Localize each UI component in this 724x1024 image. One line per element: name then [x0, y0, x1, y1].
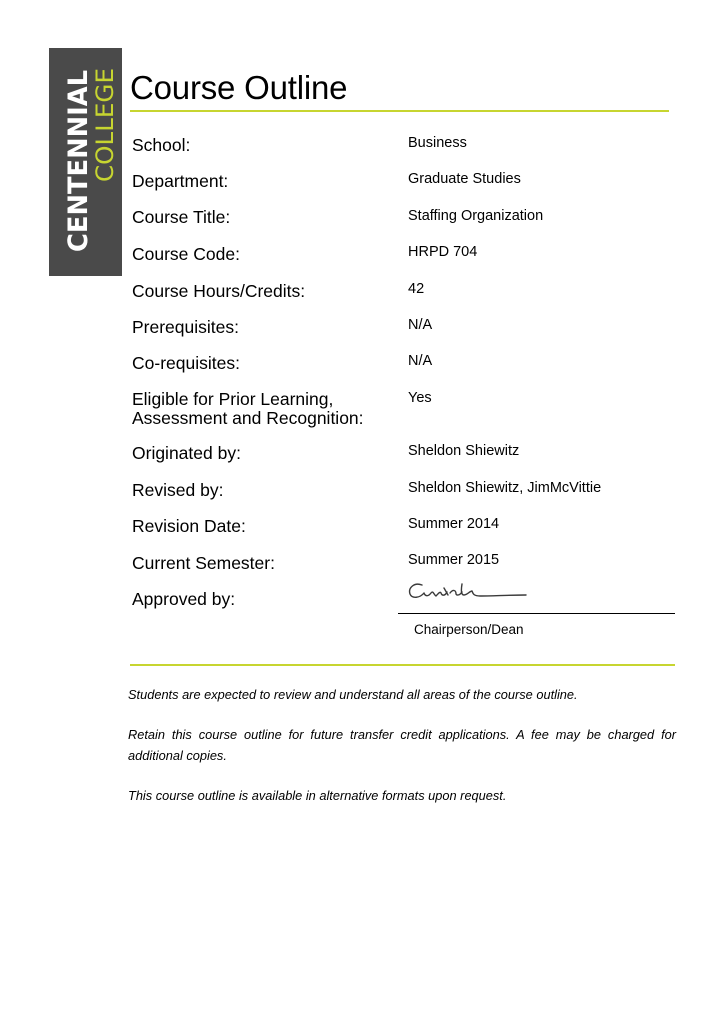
value-course-code: HRPD 704 — [408, 244, 478, 260]
college-logo-wordmark — [49, 48, 122, 276]
value-revised-by: Sheldon Shiewitz, JimMcVittie — [408, 480, 602, 496]
value-school: Business — [408, 135, 467, 151]
label-prior-learning — [132, 390, 364, 428]
signature-line — [398, 613, 675, 614]
value-corequisites: N/A — [408, 353, 433, 369]
label-approved-by: Approved by: — [132, 589, 236, 609]
label-prior-learning-line1: Eligible for Prior Learning, — [132, 389, 334, 409]
label-course-hours: Course Hours/Credits: — [132, 281, 306, 301]
note-retain: Retain this course outline for future transfer credit applications. A fee may be charged for additional copies. — [128, 727, 676, 763]
label-originated-by: Originated by: — [132, 443, 241, 463]
value-prerequisites: N/A — [408, 317, 433, 333]
section-divider — [130, 664, 675, 666]
value-course-hours: 42 — [408, 281, 425, 297]
label-course-title: Course Title: — [132, 207, 231, 227]
label-revision-date: Revision Date: — [132, 516, 246, 536]
value-department: Graduate Studies — [408, 171, 521, 187]
page-title: Course Outline — [130, 69, 348, 106]
label-course-code: Course Code: — [132, 244, 240, 264]
logo-word-secondary: COLLEGE — [91, 70, 119, 182]
label-corequisites: Co-requisites: — [132, 353, 240, 373]
label-department: Department: — [132, 171, 229, 191]
value-current-semester: Summer 2015 — [408, 552, 500, 568]
note-review: Students are expected to review and understand all areas of the course outline. — [128, 687, 578, 702]
label-school: School: — [132, 135, 191, 155]
value-originated-by: Sheldon Shiewitz — [408, 443, 520, 459]
value-course-title: Staffing Organization — [408, 208, 544, 224]
signature-caption: Chairperson/Dean — [414, 622, 524, 637]
label-current-semester: Current Semester: — [132, 553, 275, 573]
logo-word-primary: CENTENNIAL — [63, 60, 94, 252]
value-revision-date: Summer 2014 — [408, 516, 500, 532]
college-logo — [49, 48, 122, 276]
label-prerequisites: Prerequisites: — [132, 317, 239, 337]
label-prior-learning-line2: Assessment and Recognition: — [132, 408, 364, 428]
note-alternative-formats: This course outline is available in alternative formats upon request. — [128, 788, 507, 803]
title-divider — [130, 110, 669, 112]
label-revised-by: Revised by: — [132, 480, 224, 500]
value-prior-learning: Yes — [408, 390, 432, 406]
signature-image — [400, 576, 540, 608]
